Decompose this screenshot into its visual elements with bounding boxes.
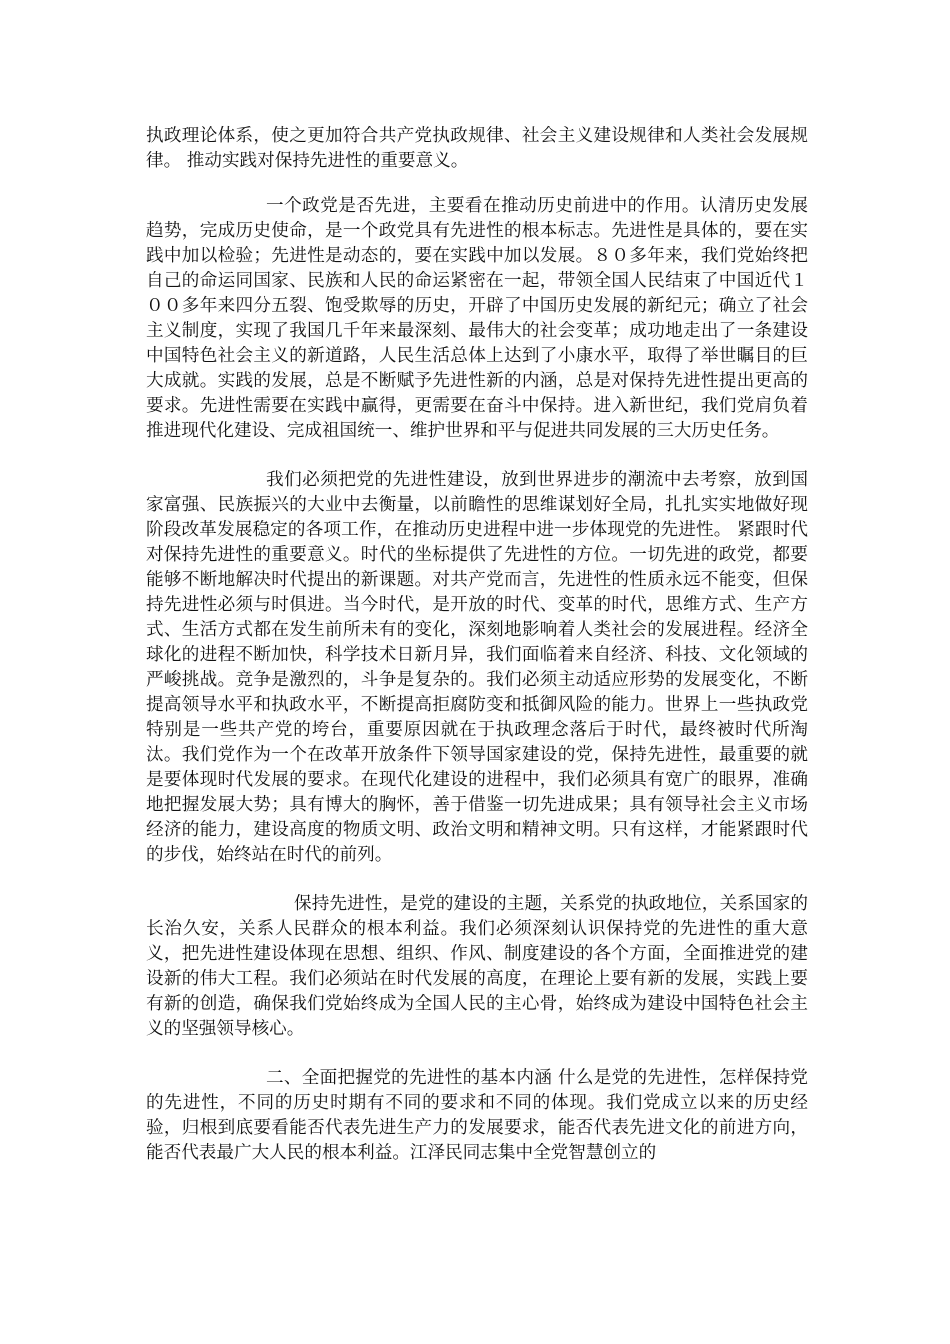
paragraph-continuation: 执政理论体系，使之更加符合共产党执政规律、社会主义建设规律和人类社会发展规律。 推动实践对保持先进性的重要意义。 [146,126,808,171]
paragraph-era: 我们必须把党的先进性建设，放到世界进步的潮流中去考察，放到国家富强、民族振兴的大业中去衡量，以前瞻性的思维谋划好全局，扎扎实实地做好现阶段改革发展稳定的各项工作，在推动历史进程中进一步体现党的先进性。 紧跟时代对保持先进性的重要意义。时代的坐标提供了先进性的方位。一切先进的政党，都要能够不断地解决时代提出的新课题。对共产党而言，先进性的性质永远不能变，但保持先进性必须与时俱进。当今时代，是开放的时代、变革的时代，思维方式、生产方式、生活方式都在发生前所未有的变化，深刻地影响着人类社会的发展进程。经济全球化的进程不断加快，科学技术日新月异，我们面临着来自经济、科技、文化领域的严峻挑战。竞争是激烈的，斗争是复杂的。我们必须主动适应形势的发展变化，不断提高领导水平和执政水平，不断提高拒腐防变和抵御风险的能力。世界上一些执政党特别是一些共产党的垮台，重要原因就在于执政理念落后于时代，最终被时代所淘汰。我们党作为一个在改革开放条件下领导国家建设的党，保持先进性，最重要的就是要体现时代发展的要求。在现代化建设的进程中，我们必须具有宽广的眼界，准确地把握发展大势；具有博大的胸怀，善于借鉴一切先进成果；具有领导社会主义市场经济的能力，建设高度的物质文明、政治文明和精神文明。只有这样，才能紧跟时代的步伐，始终站在时代的前列。 [146,470,808,865]
document-page [146,124,808,1190]
paragraph-section-two: 二、全面把握党的先进性的基本内涵 什么是党的先进性，怎样保持党的先进性，不同的历史时期有不同的要求和不同的体现。我们党成立以来的历史经验，归根到底要看能否代表先进生产力的发展要求，能否代表先进文化的前进方向，能否代表最广大人民的根本利益。江泽民同志集中全党智慧创立的 [146,1068,808,1163]
paragraph-practice: 一个政党是否先进，主要看在推动历史前进中的作用。认清历史发展趋势，完成历史使命，是一个政党具有先进性的根本标志。先进性是具体的，要在实践中加以检验；先进性是动态的，要在实践中加以发展。８０多年来，我们党始终把自己的命运同国家、民族和人民的命运紧密在一起，带领全国人民结束了中国近代１００多年来四分五裂、饱受欺辱的历史，开辟了中国历史发展的新纪元；确立了社会主义制度，实现了我国几千年来最深刻、最伟大的社会变革；成功地走出了一条建设中国特色社会主义的新道路，人民生活总体上达到了小康水平，取得了举世瞩目的巨大成就。实践的发展，总是不断赋予先进性新的内涵，总是对保持先进性提出更高的要求。先进性需要在实践中赢得，更需要在奋斗中保持。进入新世纪，我们党肩负着推进现代化建设、完成祖国统一、维护世界和平与促进共同发展的三大历史任务。 [146,196,808,441]
paragraph-theme: 保持先进性，是党的建设的主题，关系党的执政地位，关系国家的长治久安，关系人民群众的根本利益。我们必须深刻认识保持党的先进性的重大意义，把先进性建设体现在思想、组织、作风、制度建设的各个方面，全面推进党的建设新的伟大工程。我们必须站在时代发展的高度，在理论上要有新的发展，实践上要有新的创造，确保我们党始终成为全国人民的主心骨，始终成为建设中国特色社会主义的坚强领导核心。 [146,894,808,1039]
